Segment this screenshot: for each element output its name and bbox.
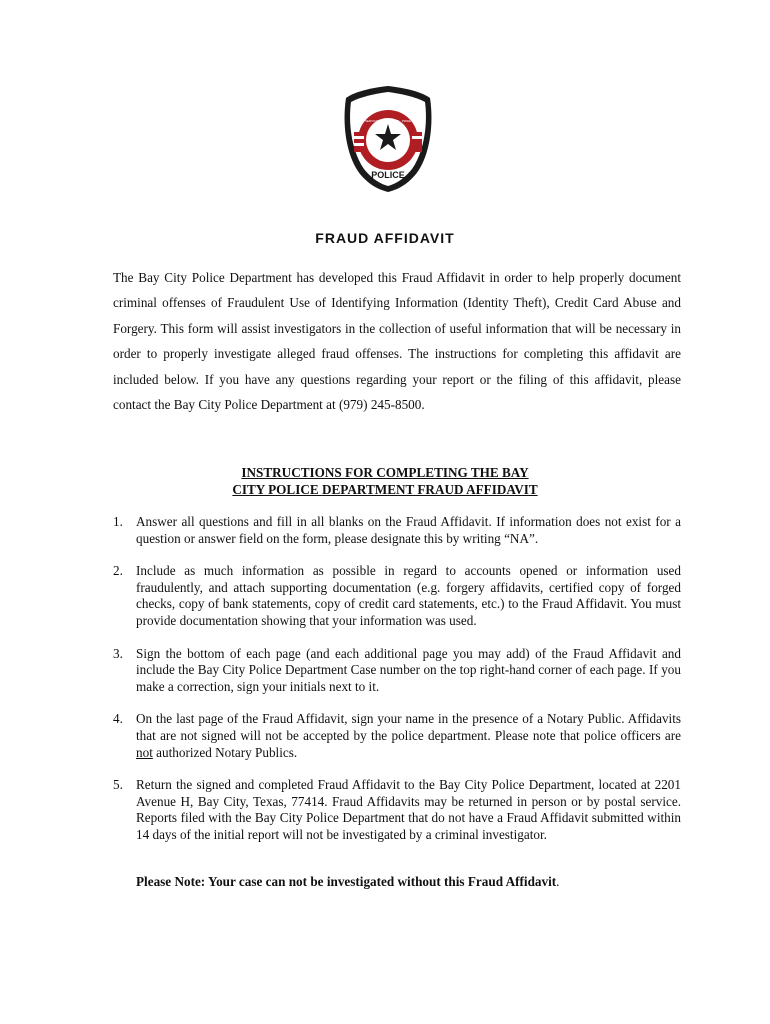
badge-ring-text: SERVICE · COMMUNITY · PRIDE [364, 119, 412, 123]
instruction-text [136, 711, 681, 761]
instruction-item [113, 563, 681, 629]
instruction-item [113, 646, 681, 696]
closing-note [136, 874, 559, 890]
closing-note-bold: Please Note: Your case can not be investigated without this Fraud Affidavit [136, 874, 557, 889]
instruction-text-part: authorized Notary Publics. [152, 744, 298, 760]
instruction-number: 4. [113, 711, 123, 727]
flag-stripes-left [354, 132, 364, 152]
bay-city-police-badge-icon [340, 84, 436, 194]
instructions-heading-line-2: CITY POLICE DEPARTMENT FRAUD AFFIDAVIT [232, 481, 538, 497]
intro-paragraph: The Bay City Police Department has developed this Fraud Affidavit in order to help properly document criminal offenses of Fraudulent Use of Identifying Information (Identity Theft), Credit Card Abuse and Forgery. This form will assist investigators in the collection of useful information that will be necessary in order to properly investigate alleged fraud offenses. The instructions for completing this affidavit are included below. If you have any questions regarding your report or the filing of this affidavit, please contact the Bay City Police Department at (979) 245-8500. [113, 270, 681, 413]
instruction-text-part: On the last page of the Fraud Affidavit, sign your name in the presence of a Notary Public. Affidavits that are not signed will not be accepted by the police department. Please note that police officers are [136, 711, 681, 743]
instructions-list [113, 514, 681, 844]
instruction-item [113, 777, 681, 843]
instruction-text: Answer all questions and fill in all blanks on the Fraud Affidavit. If information does not exist for a question or answer field on the form, please designate this by writing “NA”. [136, 514, 681, 546]
page-title: FRAUD AFFIDAVIT [315, 230, 455, 246]
instruction-item [113, 514, 681, 547]
badge-top-text: BAY CITY [365, 100, 411, 111]
instructions-heading-line-1: INSTRUCTIONS FOR COMPLETING THE BAY [241, 465, 529, 480]
instruction-emphasis: not [136, 744, 153, 760]
instruction-number: 2. [113, 563, 123, 579]
badge-center-text: BC [385, 158, 391, 163]
badge-bottom-text: POLICE [371, 170, 405, 180]
instruction-number: 1. [113, 514, 123, 529]
flag-stripes-right [412, 132, 422, 152]
instruction-item [113, 711, 681, 761]
instruction-text: Sign the bottom of each page (and each additional page you may add) of the Fraud Affidavit and include the Bay City Police Department Case number on the top right-hand corner of each page. If you make a correction, sign your initials next to it. [136, 645, 681, 694]
instruction-number: 5. [113, 777, 123, 793]
instruction-number: 3. [113, 645, 123, 661]
instruction-text: Return the signed and completed Fraud Affidavit to the Bay City Police Department, located at 2201 Avenue H, Bay City, Texas, 77414. Fraud Affidavits may be returned in person or by postal service. Reports filed with the Bay City Police Department that do not have a Fraud Affidavit submitted within 14 days of the initial report will not be investigated by a criminal investigator. [136, 777, 681, 842]
instructions-heading [0, 465, 770, 498]
closing-note-tail: . [556, 874, 560, 889]
instruction-text: Include as much information as possible in regard to accounts opened or information used fraudulently, and attach supporting documentation (e.g. forgery affidavits, certified copy of forged checks, copy of bank statements, copy of credit card statements, etc.) to the Fraud Affidavit. You must provide documentation showing that your information was used. [136, 563, 681, 628]
